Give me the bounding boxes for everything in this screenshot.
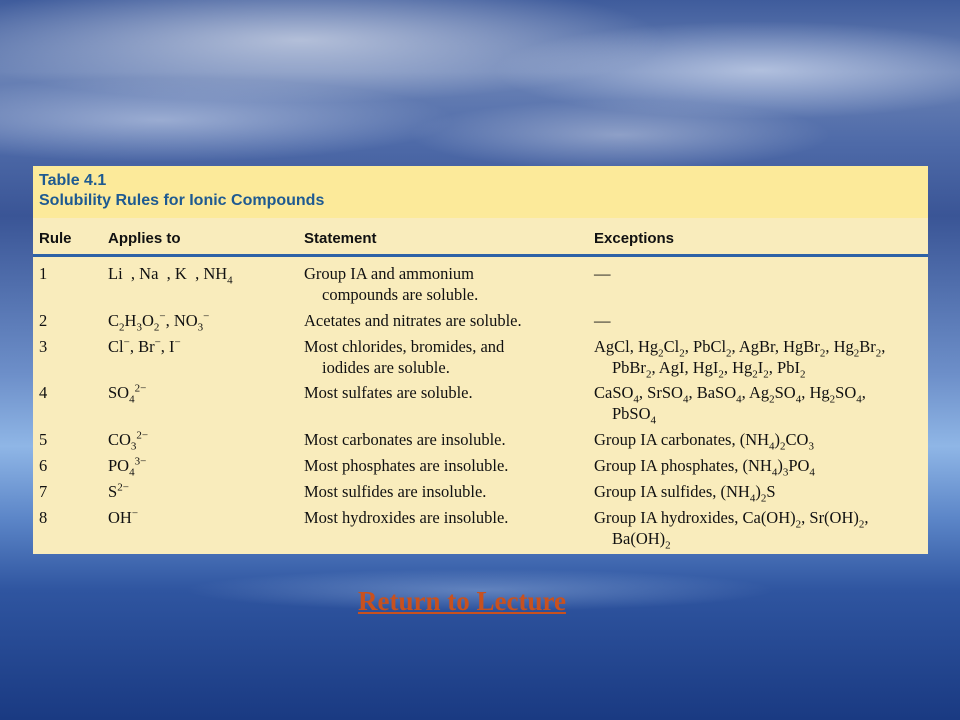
row-7-exceptions: Group IA sulfides, $(NH_4)_2S$ <box>594 482 776 505</box>
row-3-applies: Cl−, Br−, I− <box>108 336 181 356</box>
row-5-rule: 5 <box>39 430 48 449</box>
row-6-statement: Most phosphates are insoluble. <box>304 456 509 475</box>
row-8-rule: 8 <box>39 508 48 527</box>
row-4-applies: $SO_4^{2-}$ <box>108 382 147 406</box>
column-header-rule: Rule <box>39 230 72 247</box>
row-8-exceptions: Group IA hydroxides, $Ca(OH)_2$, $Sr(OH)_2$, $Ba(OH)_2$ <box>594 508 869 552</box>
row-2-exceptions: — <box>594 311 611 330</box>
row-8-statement: Most hydroxides are insoluble. <box>304 508 509 527</box>
row-3-exceptions: AgCl, $Hg_2Cl_2$, PbCl$_2$, AgBr, HgBr$_2$, $Hg_2Br_2$, PbBr$_2$, AgI, HgI$_2$, $Hg_2I_2$, PbI$_2$ <box>594 337 886 381</box>
row-1-statement: Group IA and ammonium compounds are soluble. <box>304 264 479 304</box>
row-2-applies: $C_2H_3O_2^-$, $NO_3^-$ <box>108 310 210 334</box>
row-3-rule: 3 <box>39 337 48 356</box>
row-6-applies: $PO_4^{3-}$ <box>108 455 147 479</box>
row-2-rule: 2 <box>39 311 48 330</box>
row-6-rule: 6 <box>39 456 48 475</box>
row-5-applies: $CO_3^{2-}$ <box>108 429 149 453</box>
table-title: Solubility Rules for Ionic Compounds <box>39 192 325 209</box>
row-7-rule: 7 <box>39 482 48 501</box>
column-header-exceptions: Exceptions <box>594 230 675 247</box>
solubility-table <box>33 166 928 554</box>
row-7-applies: $S^{2-}$ <box>108 481 129 501</box>
row-5-exceptions: Group IA carbonates, $(NH_4)_2CO_3$ <box>594 430 814 453</box>
row-1-exceptions: — <box>594 264 611 283</box>
table-heading <box>33 166 928 218</box>
row-6-exceptions: Group IA phosphates, $(NH_4)_3PO_4$ <box>594 456 815 479</box>
row-2-statement: Acetates and nitrates are soluble. <box>304 311 522 330</box>
row-4-exceptions: CaSO$_4$, SrSO$_4$, BaSO$_4$, $Ag_2SO_4$, $Hg_2SO_4$, PbSO$_4$ <box>594 383 866 427</box>
column-header-applies-to: Applies to <box>108 230 181 247</box>
row-8-applies: OH− <box>108 507 139 527</box>
row-5-statement: Most carbonates are insoluble. <box>304 430 506 449</box>
column-header-statement: Statement <box>304 230 377 247</box>
row-4-rule: 4 <box>39 383 48 402</box>
row-3-statement: Most chlorides, bromides, and iodides are soluble. <box>304 337 505 377</box>
return-to-lecture-link[interactable]: Return to Lecture <box>358 586 566 616</box>
row-4-statement: Most sulfates are soluble. <box>304 383 473 402</box>
row-1-applies: Li , Na , K , $NH_4$ <box>108 264 233 287</box>
row-1-rule: 1 <box>39 264 48 283</box>
header-divider <box>33 254 928 257</box>
row-7-statement: Most sulfides are insoluble. <box>304 482 487 501</box>
table-number: Table 4.1 <box>39 172 107 189</box>
